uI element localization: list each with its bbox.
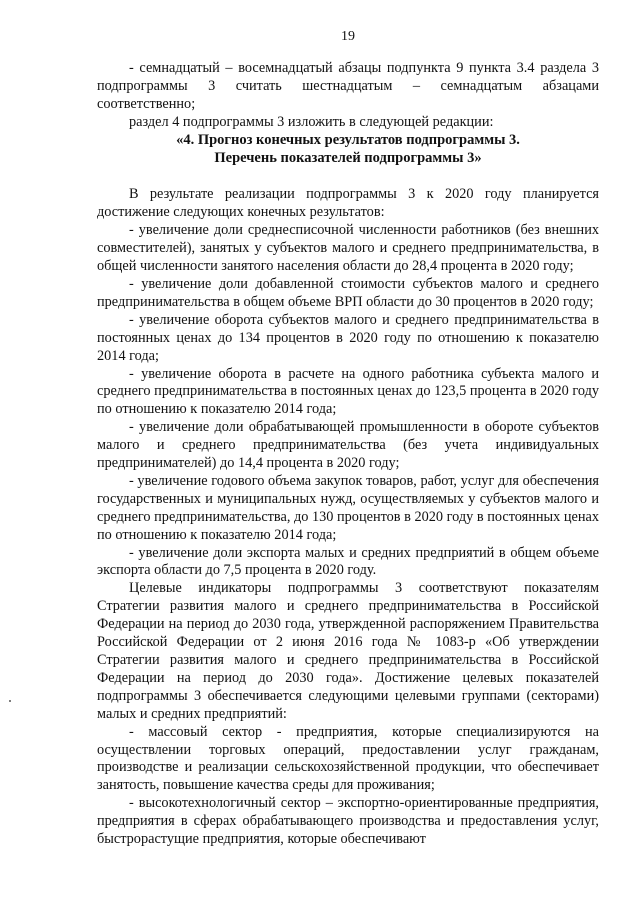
result-item-manufacturing-share: - увеличение доли обрабатывающей промышленности в обороте субъектов малого и среднего предпринимательства (без учета индивидуальных предпринимателей) до 14,4 процента в 2020 году; bbox=[97, 419, 599, 472]
intro-paragraph-2: раздел 4 подпрограммы 3 изложить в следующей редакции: bbox=[129, 113, 494, 130]
intro-paragraph-1: - семнадцатый – восемнадцатый абзацы подпункта 9 пункта 3.4 раздела 3 подпрограммы 3 считать шестнадцатым – семнадцатым абзацами соответственно; bbox=[97, 60, 599, 112]
sector-item-high-tech: - высокотехнологичный сектор – экспортно-ориентированные предприятия, предприятия в сферах обрабатывающего производства и предоставления услуг, быстрорастущие предприятия, которые обеспечивают bbox=[97, 795, 599, 848]
body-paragraph-target-indicators: Целевые индикаторы подпрограммы 3 соответствуют показателям Стратегии развития малого и среднего предпринимательства в Российской Федерации на период до 2030 года, утвержденной распоряжением Правительства Российской Федерации от 2 июня 2016 года № 1083-р «Об утверждении Стратегии развития малого и среднего предпринимательства в Российской Федерации на период до 2030 года». Достижение целевых показателей подпрограммы 3 обеспечивается следующими целевыми группами (секторами) малых и средних предприятий: bbox=[97, 580, 599, 722]
section-heading-line-2: Перечень показателей подпрограммы 3» bbox=[214, 149, 482, 166]
result-item-employment-share: - увеличение доли среднесписочной численности работников (без внешних совместителей), занятых у субъектов малого и среднего предпринимательства, в общей численности занятого населения области до 28,4 процента в 2020 году; bbox=[97, 222, 599, 275]
result-item-turnover: - увеличение оборота субъектов малого и среднего предпринимательства в постоянных ценах до 134 процентов в 2020 году по отношению к показателю 2014 года; bbox=[97, 311, 599, 364]
sector-item-mass: - массовый сектор - предприятия, которые специализируются на осуществлении торговых операций, предоставлении услуг гражданам, производстве и реализации сельскохозяйственной продукции, что обеспечивает занятость, повышение качества среды для проживания; bbox=[97, 723, 599, 794]
body-paragraph-intro: В результате реализации подпрограммы 3 к 2020 году планируется достижение следующих конечных результатов: bbox=[97, 186, 599, 221]
result-item-value-added-share: - увеличение доли добавленной стоимости субъектов малого и среднего предпринимательства в общем объеме ВРП области до 30 процентов в 2020 году; bbox=[97, 275, 599, 310]
result-item-procurement-volume: - увеличение годового объема закупок товаров, работ, услуг для обеспечения государственных и муниципальных нужд, осуществляемых у субъектов малого и среднего предпринимательства, до 130 процентов в 2020 году в постоянных ценах по отношению к показателю 2014 года; bbox=[97, 472, 599, 543]
scan-artifact-dot bbox=[9, 700, 11, 702]
section-heading-line-1: «4. Прогноз конечных результатов подпрограммы 3. bbox=[176, 131, 520, 148]
page-number: 19 bbox=[341, 29, 355, 44]
paragraph-spacer bbox=[97, 167, 599, 186]
result-item-export-share: - увеличение доли экспорта малых и средних предприятий в общем объеме экспорта области до 7,5 процента в 2020 году. bbox=[97, 544, 599, 579]
document-page bbox=[97, 28, 599, 849]
result-item-turnover-per-worker: - увеличение оборота в расчете на одного работника субъекта малого и среднего предпринимательства в постоянных ценах до 123,5 процента в 2020 году по отношению к показателю 2014 года; bbox=[97, 365, 599, 418]
